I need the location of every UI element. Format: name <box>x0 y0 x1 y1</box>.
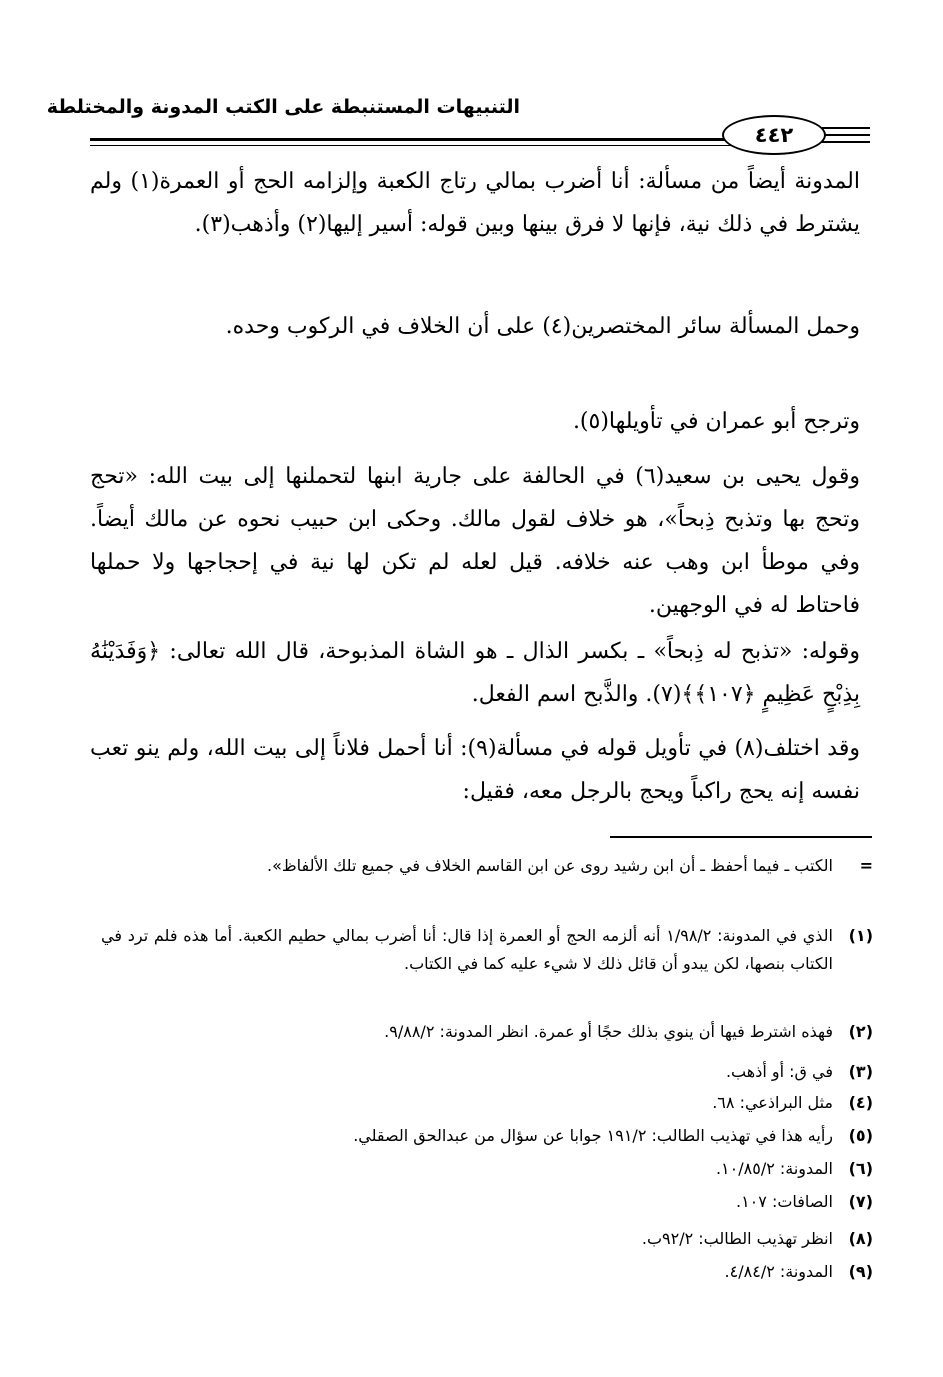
paragraph-text: وقول يحيى بن سعيد(٦) في الحالفة على جارية ابنها لتحملنها إلى بيت الله: «تحج وتحج بها وتذبح ذِبحاً»، هو خلاف لقول مالك. وحكى ابن حبيب نحوه عن مالك أيضاً. وفي موطأ ابن وهب عنه خلافه. قيل لعله لم تكن لها نية في إحجاجها ولا حملها فاحتاط له في الوجهين. <box>90 464 861 618</box>
paragraph-3 <box>90 400 860 443</box>
footnote-8 <box>101 1225 873 1253</box>
header-rule-right <box>822 127 870 129</box>
footnote-text: رأيه هذا في تهذيب الطالب: ١٩١/٢ جوابا عن سؤال من عبدالحق الصقلي. <box>353 1126 833 1145</box>
footnote-text: الصافات: ١٠٧. <box>735 1192 833 1211</box>
paragraph-6 <box>90 727 860 813</box>
header-rule-thin <box>90 145 782 146</box>
footnote-7 <box>101 1188 873 1216</box>
footnote-mark: (١) <box>848 926 873 945</box>
header-rule-right <box>822 134 870 136</box>
footnote-3 <box>101 1058 873 1086</box>
footnote-text: فهذه اشترط فيها أن ينوي بذلك حجًا أو عمرة. انظر المدونة: ٩/٨٨/٢. <box>384 1022 833 1041</box>
paragraph-text: وقد اختلف(٨) في تأويل قوله في مسألة(٩): أنا أحمل فلاناً إلى بيت الله، ولم ينو تعب نفسه إنه يحج راكباً ويحج بالرجل معه، فقيل: <box>90 736 860 804</box>
footnote-continued <box>101 852 873 880</box>
page-number: ٤٤٢ <box>722 115 826 155</box>
footnote-5 <box>101 1122 873 1150</box>
footnote-mark: (٧) <box>848 1192 873 1211</box>
paragraph-text: وقوله: «تذبح له ذِبحاً» ـ بكسر الذال ـ هو الشاة المذبوحة، قال الله تعالى: ﴿وَفَدَيْنَٰهُ بِذِبْحٍ عَظِيمٍ ﴿١٠٧﴾﴾(٧). والذَّبح اسم الفعل. <box>90 639 860 707</box>
paragraph-text: وترجح أبو عمران في تأويلها(٥). <box>572 409 860 434</box>
footnote-mark: (٦) <box>848 1159 873 1178</box>
footnote-mark: (٣) <box>848 1062 873 1081</box>
paragraph-2 <box>90 305 860 348</box>
footnote-mark: (٨) <box>848 1229 873 1248</box>
footnote-4 <box>101 1089 873 1117</box>
footnote-mark: (٢) <box>848 1022 873 1041</box>
footnote-mark: = <box>859 856 873 875</box>
footnote-6 <box>101 1155 873 1183</box>
paragraph-text: المدونة أيضاً من مسألة: أنا أضرب بمالي رتاج الكعبة وإلزامه الحج أو العمرة(١) ولم يشترط في ذلك نية، فإنها لا فرق بينها وبين قوله: أسير إليها(٢) وأذهب(٣). <box>90 169 861 237</box>
footnote-text: انظر تهذيب الطالب: ٩٢/٢ب. <box>641 1229 833 1248</box>
header-rule-thick <box>90 138 782 141</box>
footnote-text: الذي في المدونة: ١/٩٨/٢ أنه ألزمه الحج أو العمرة إذا قال: أنا أضرب بمالي حطيم الكعبة. أما هذه فلم ترد في الكتاب بنصها، لكن يبدو أن قائل ذلك لا شيء عليه كما في الكتاب. <box>101 926 833 973</box>
running-title: التنبيهات المستنبطة على الكتب المدونة والمختلطة <box>46 96 520 118</box>
footnote-text: الكتب ـ فيما أحفظ ـ أن ابن رشيد روى عن ابن القاسم الخلاف في جميع تلك الألفاظ». <box>267 856 833 875</box>
footnote-text: مثل البراذعي: ٦٨. <box>712 1093 833 1112</box>
footnote-2 <box>101 1018 873 1046</box>
footnote-text: المدونة: ٤/٨٤/٢. <box>724 1262 833 1281</box>
footnote-9 <box>101 1258 873 1286</box>
footnote-text: المدونة: ١٠/٨٥/٢. <box>715 1159 833 1178</box>
paragraph-text: وحمل المسألة سائر المختصرين(٤) على أن الخلاف في الركوب وحده. <box>225 314 860 339</box>
header-rule-right <box>822 141 870 143</box>
footnote-text: في ق: أو أذهب. <box>725 1062 833 1081</box>
footnote-1 <box>101 922 873 978</box>
footnote-mark: (٥) <box>848 1126 873 1145</box>
paragraph-4 <box>90 455 860 627</box>
footnote-mark: (٩) <box>848 1262 873 1281</box>
footnote-separator <box>610 836 872 838</box>
paragraph-1 <box>90 160 860 246</box>
footnote-mark: (٤) <box>848 1093 873 1112</box>
paragraph-5 <box>90 630 860 716</box>
